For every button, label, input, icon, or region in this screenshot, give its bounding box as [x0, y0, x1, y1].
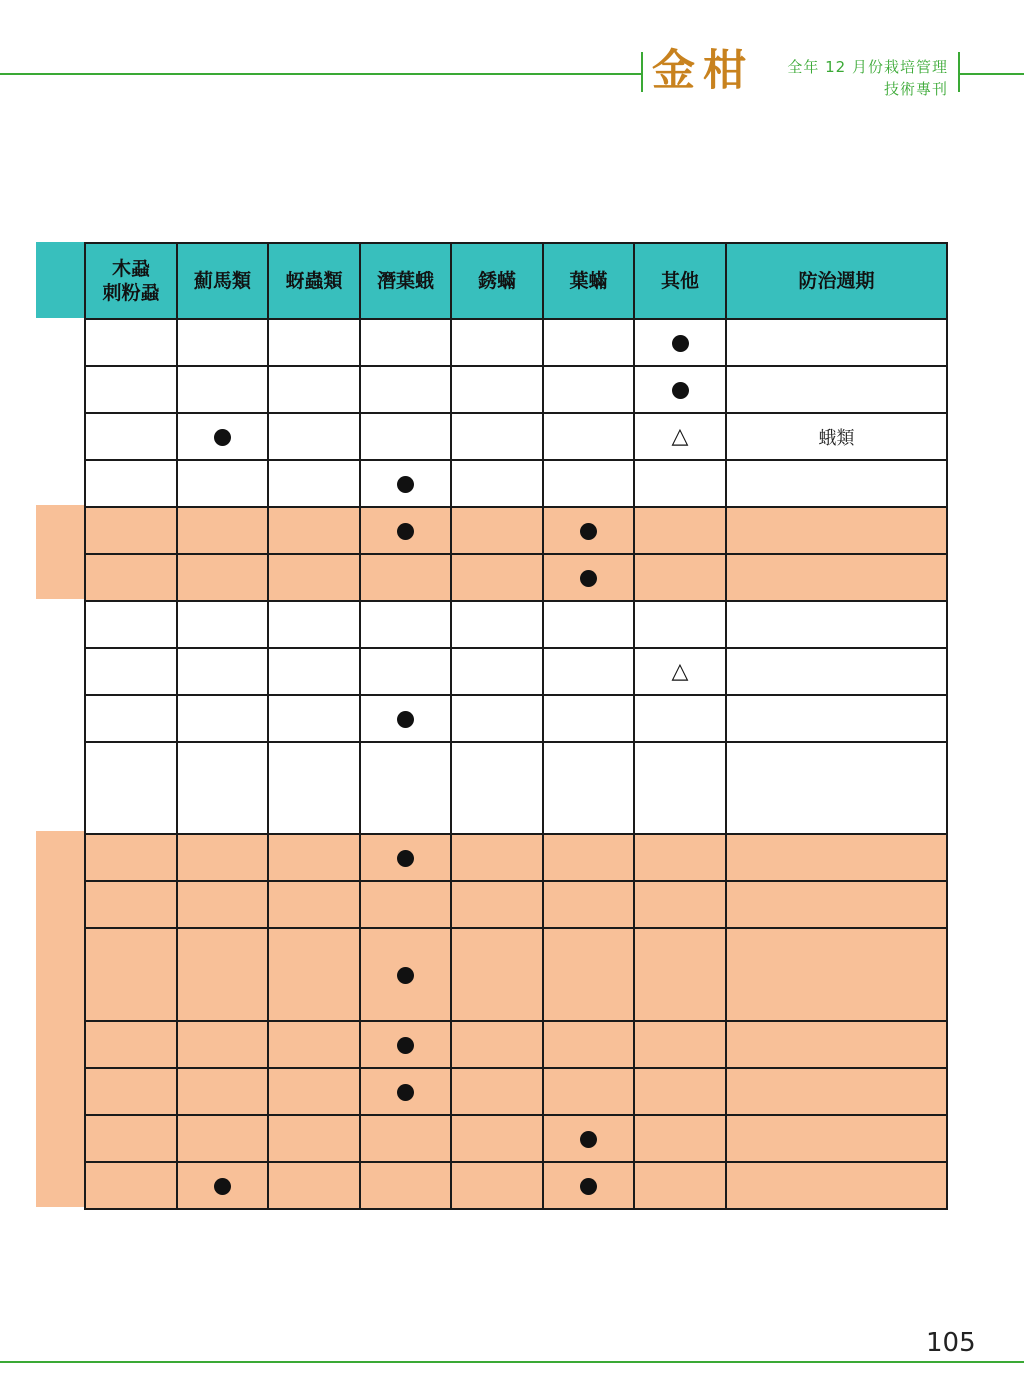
- table-row: [85, 928, 947, 1021]
- dot-marker: [580, 523, 597, 540]
- col-header-aphids: 蚜蟲類: [268, 243, 360, 319]
- brand-title: 金柑: [652, 46, 754, 96]
- header-divider-left: [641, 52, 643, 92]
- header-subtitle-line1: 全年 12 月份栽培管理: [787, 58, 948, 76]
- dot-marker: [672, 382, 689, 399]
- table-row: [85, 554, 947, 601]
- table-row: [85, 648, 947, 695]
- table-row: [85, 742, 947, 834]
- dot-marker: [580, 570, 597, 587]
- table-row: [85, 366, 947, 413]
- triangle-marker: △: [671, 658, 689, 684]
- table-row: [85, 1021, 947, 1068]
- table-row: [85, 601, 947, 648]
- table-row: [85, 834, 947, 881]
- side-strip-header: [36, 242, 84, 318]
- note-moths: 蛾類: [818, 427, 855, 449]
- side-strip-group-1: [36, 505, 84, 599]
- col-header-psyllid: 木蝨 刺粉蝨: [85, 243, 177, 319]
- header-divider-right: [958, 52, 960, 92]
- dot-marker: [214, 1178, 231, 1195]
- side-strip-group-2: [36, 831, 84, 1207]
- col-header-cycle: 防治週期: [726, 243, 947, 319]
- dot-marker: [580, 1131, 597, 1148]
- dot-marker: [397, 967, 414, 984]
- col-header-leafminer: 潛葉蛾: [360, 243, 451, 319]
- triangle-marker: △: [671, 423, 689, 449]
- footer-rule: [0, 1361, 1024, 1363]
- table-row: [85, 460, 947, 507]
- table-row: [85, 1162, 947, 1209]
- table-row: [85, 1068, 947, 1115]
- col-header-thrips: 薊馬類: [177, 243, 268, 319]
- dot-marker: [672, 335, 689, 352]
- dot-marker: [214, 429, 231, 446]
- header-rule-right: [960, 73, 1024, 75]
- col-header-rust-mite: 銹蟎: [451, 243, 543, 319]
- dot-marker: [397, 1037, 414, 1054]
- col-header-other: 其他: [634, 243, 726, 319]
- dot-marker: [397, 1084, 414, 1101]
- table-row: [85, 413, 947, 460]
- dot-marker: [580, 1178, 597, 1195]
- header-subtitle-line2: 技術專刊: [883, 80, 948, 98]
- table-header-row: [85, 243, 947, 319]
- header-rule-left: [0, 73, 641, 75]
- dot-marker: [397, 523, 414, 540]
- table-row: [85, 695, 947, 742]
- table-row: [85, 507, 947, 554]
- dot-marker: [397, 850, 414, 867]
- table-row: [85, 319, 947, 366]
- col-header-spider-mite: 葉蟎: [543, 243, 634, 319]
- dot-marker: [397, 476, 414, 493]
- table-row: [85, 881, 947, 928]
- dot-marker: [397, 711, 414, 728]
- pest-control-table: [84, 242, 948, 1210]
- table-row: [85, 1115, 947, 1162]
- page-number: 105: [926, 1328, 976, 1358]
